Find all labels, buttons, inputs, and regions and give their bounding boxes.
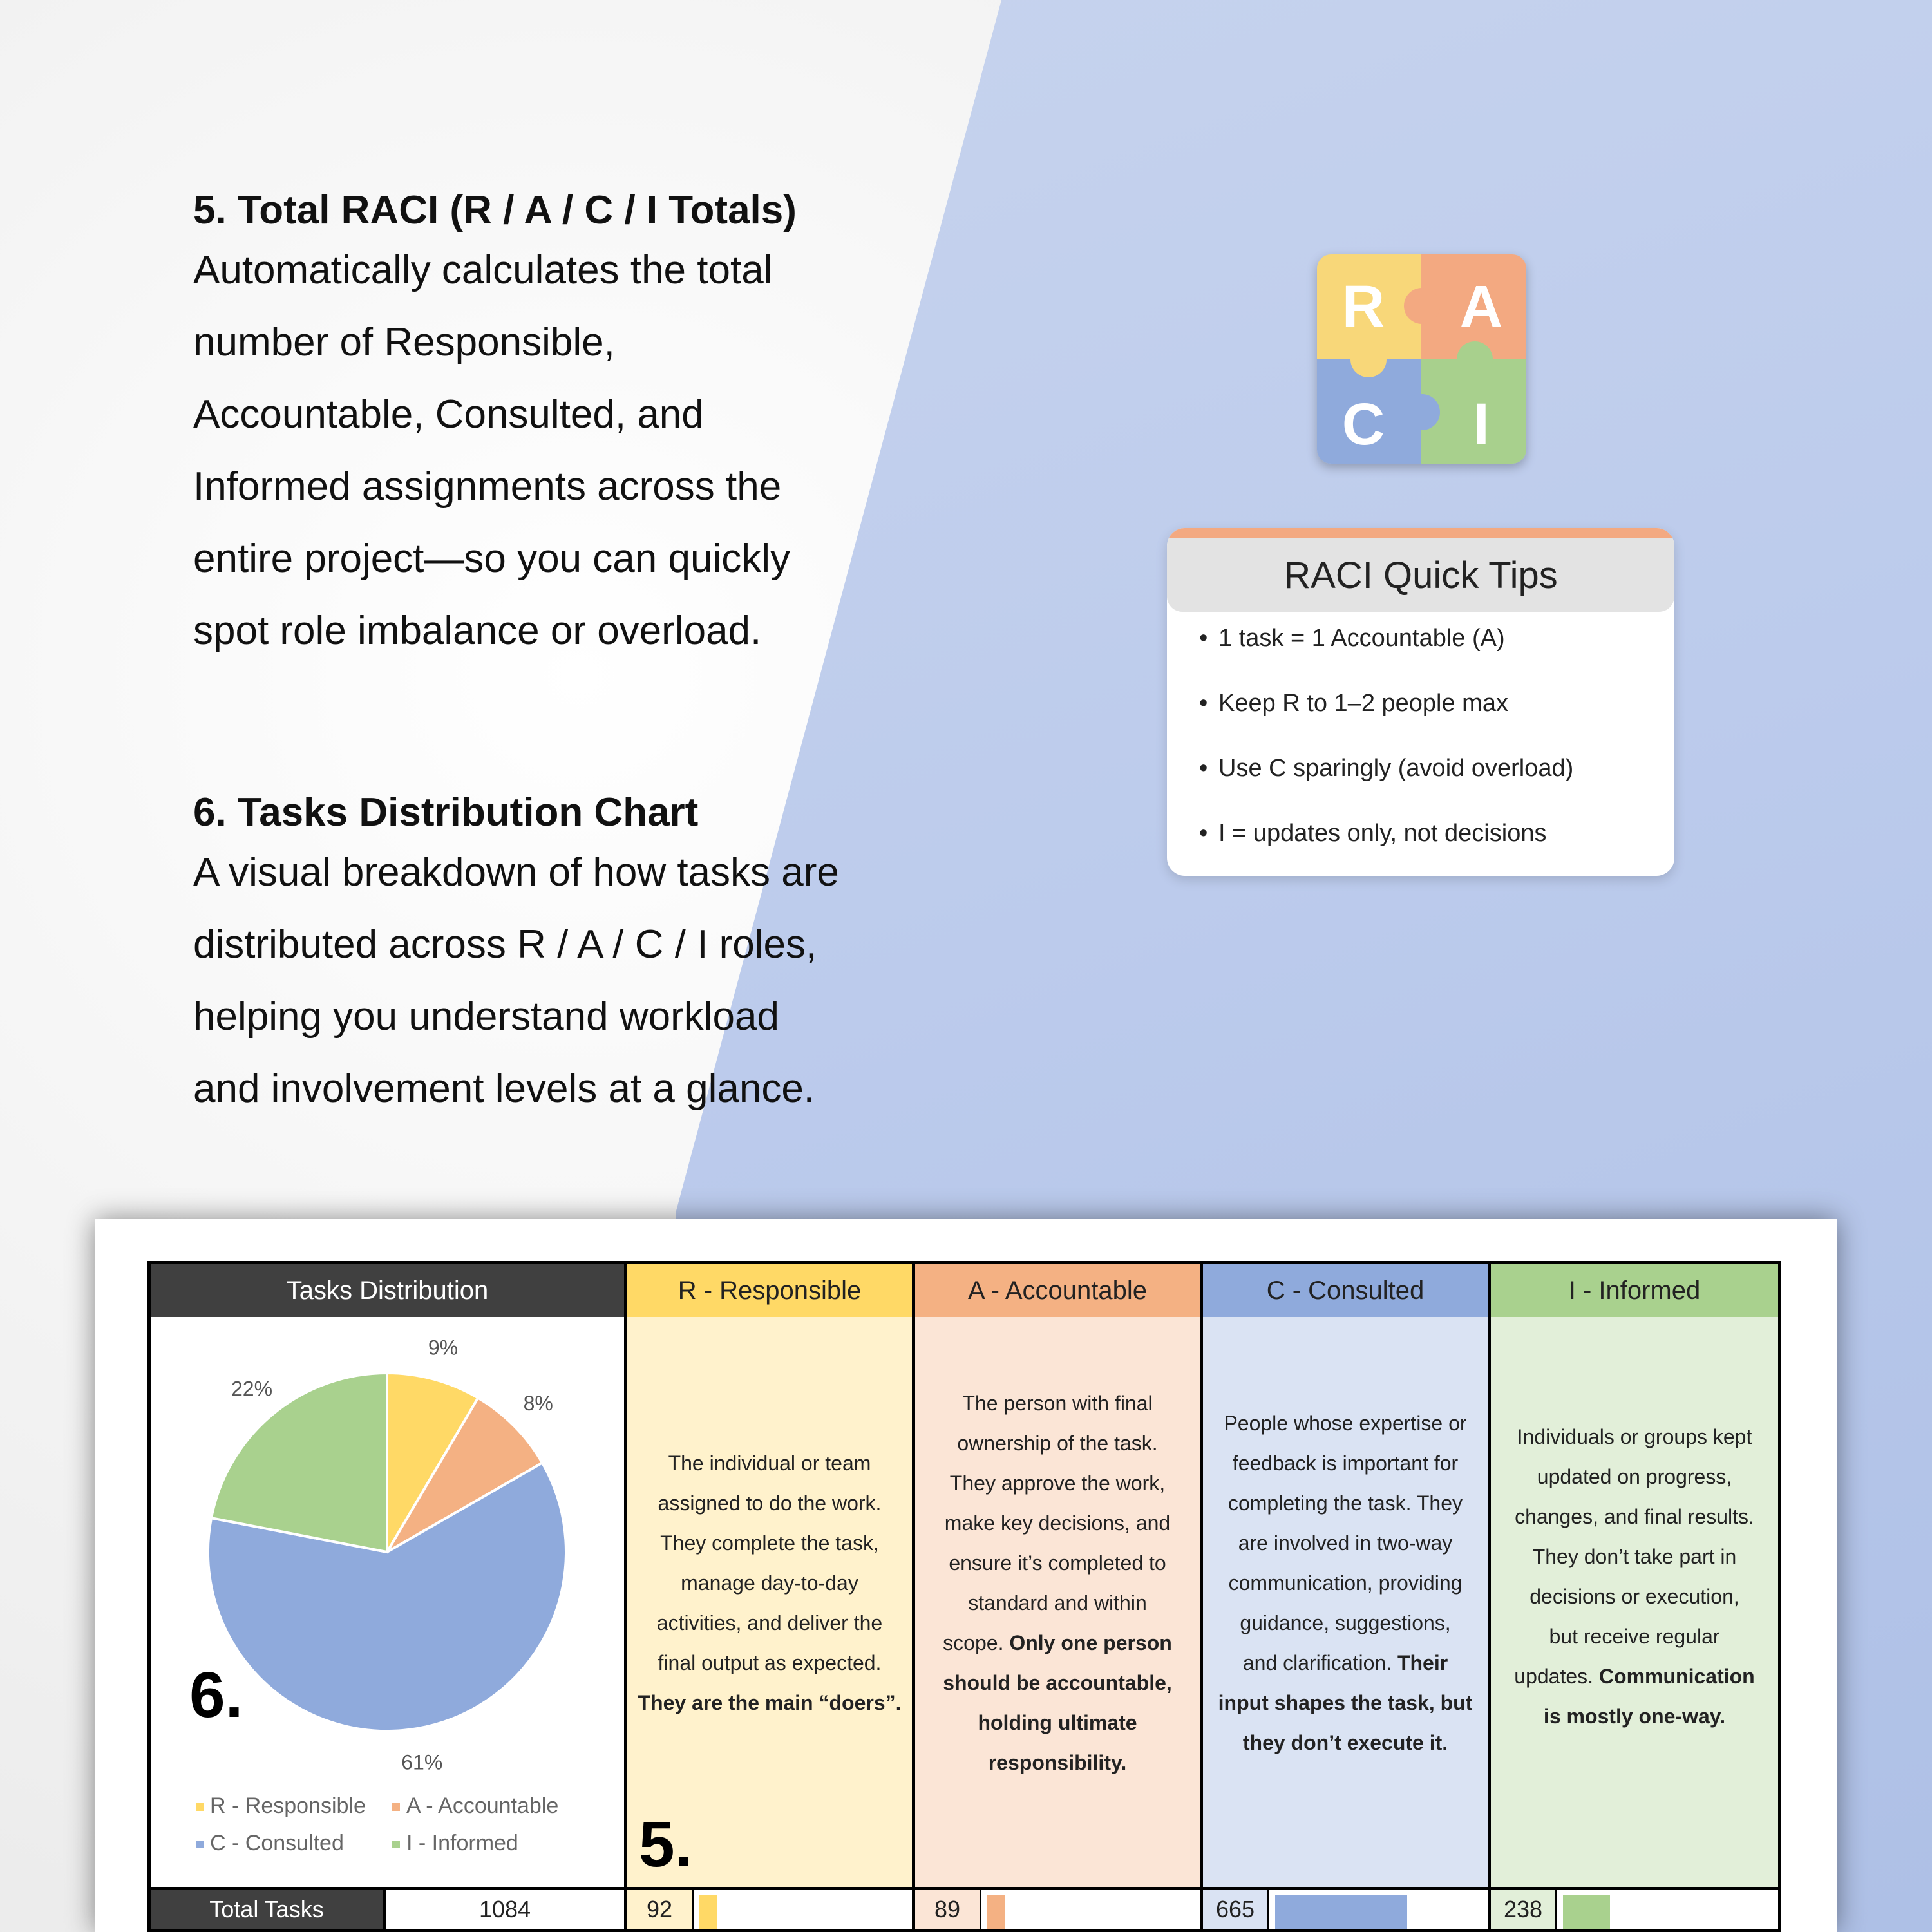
desc-line: People whose expertise or [1224,1411,1467,1435]
pie-percent-label: 9% [428,1336,459,1359]
raci-puzzle-logo [1317,254,1526,464]
quick-tip-item: • I = updates only, not decisions [1199,819,1674,876]
legend-label: A - Accountable [406,1794,559,1818]
desc-line: and clarification. [1242,1651,1392,1674]
header-informed: I - Informed [1488,1261,1781,1320]
section-6-line: helping you understand workload [193,994,779,1039]
desc-line: final output as expected. [658,1651,882,1674]
desc-line: updated on progress, [1537,1464,1732,1488]
desc-emphasis: responsibility. [988,1750,1127,1774]
desc-line: but receive regular [1549,1624,1720,1648]
header-accountable: A - Accountable [912,1261,1203,1320]
legend-label: I - Informed [406,1831,518,1855]
desc-emphasis: Communication [1598,1664,1755,1688]
header-consulted: C - Consulted [1200,1261,1491,1320]
desc-line: completing the task. They [1227,1491,1463,1515]
desc-line: are involved in two-way [1238,1531,1453,1555]
desc-line: manage day-to-day [681,1571,858,1595]
section-6-line: A visual breakdown of how tasks are [193,850,839,895]
consulted-total: 665 [1203,1890,1269,1929]
pie-percent-label: 61% [401,1750,443,1774]
accountable-description [939,1383,1176,1783]
section-5-line: Informed assignments across the [193,464,782,509]
consulted-description-cell [1200,1317,1491,1890]
logo-letter: C [1341,392,1385,457]
informed-total-bar [1563,1895,1610,1929]
pie-chart [151,1317,624,1819]
desc-line: changes, and final results. [1515,1504,1754,1528]
quick-tips-title: RACI Quick Tips [1283,554,1558,596]
section-5-line: Automatically calculates the total [193,248,773,293]
section-5-marker: 5. [639,1808,693,1880]
section-6-line: and involvement levels at a glance. [193,1066,815,1112]
legend-swatch [392,1803,400,1811]
legend-swatch [196,1803,204,1811]
accountable-total: 89 [915,1890,981,1929]
section-5-line: entire project—so you can quickly [193,536,791,582]
section-6-heading: 6. Tasks Distribution Chart [193,790,699,835]
desc-line: They don’t take part in [1532,1544,1737,1568]
section-5-heading: 5. Total RACI (R / A / C / I Totals) [193,188,797,232]
logo-letter: R [1341,274,1385,339]
section-6-line: distributed across R / A / C / I roles, [193,922,817,967]
desc-emphasis: is mostly one-way. [1543,1704,1726,1728]
responsible-description-cell [624,1317,915,1890]
responsible-description [634,1443,905,1723]
desc-line: The person with final [962,1391,1153,1415]
desc-line: guidance, suggestions, [1240,1611,1451,1634]
logo-knob [1404,394,1440,430]
accountable-description-cell [912,1317,1203,1890]
consulted-description [1215,1403,1477,1763]
desc-line: Individuals or groups kept [1517,1425,1752,1448]
informed-total-cell [1488,1887,1781,1932]
legend-item-c [196,1831,344,1856]
section-6-marker: 6. [189,1659,243,1731]
legend-item-a [392,1794,558,1819]
legend-swatch [196,1841,204,1848]
desc-emphasis: Only one person [1009,1631,1172,1654]
logo-knob [1457,341,1493,377]
desc-line: activities, and deliver the [656,1611,883,1634]
desc-line: They approve the work, [949,1471,1166,1495]
legend-label: R - Responsible [210,1794,366,1818]
header-responsible: R - Responsible [624,1261,915,1320]
desc-line: The individual or team [668,1451,871,1475]
quick-tip-item: • Keep R to 1–2 people max [1199,688,1674,753]
section-6-copy [193,789,998,1125]
desc-emphasis: Their [1397,1651,1448,1674]
section-5-line: number of Responsible, [193,320,615,365]
legend-swatch [392,1841,400,1848]
logo-knob [1404,288,1440,324]
header-tasks-distribution: Tasks Distribution [147,1261,627,1320]
informed-description [1510,1417,1758,1736]
chart-cell [147,1317,627,1890]
section-5-copy [193,187,966,667]
desc-line: decisions or execution, [1530,1584,1739,1608]
desc-line: ownership of the task. [957,1431,1158,1455]
responsible-total: 92 [627,1890,694,1929]
responsible-total-bar [699,1895,717,1929]
desc-line: updates. [1514,1664,1594,1688]
desc-line: They complete the task, [660,1531,879,1555]
desc-emphasis: should be accountable, [943,1671,1172,1694]
desc-line: make key decisions, and [944,1511,1171,1535]
legend-label: C - Consulted [210,1831,344,1855]
desc-line: standard and within [968,1591,1147,1615]
consulted-total-bar [1275,1895,1407,1929]
desc-line: scope. [943,1631,1004,1654]
responsible-total-cell [624,1887,915,1932]
quick-tips-list [1167,623,1674,876]
desc-line: ensure it’s completed to [949,1551,1166,1575]
logo-knob [1350,341,1387,377]
accountable-total-bar [987,1895,1005,1929]
quick-tip-item: • 1 task = 1 Accountable (A) [1199,623,1674,688]
quick-tips-card [1167,528,1674,876]
legend-item-r [196,1794,366,1819]
informed-total: 238 [1491,1890,1557,1929]
consulted-total-cell [1200,1887,1491,1932]
total-tasks-label: Total Tasks [147,1887,386,1932]
desc-line: communication, providing [1228,1571,1463,1595]
logo-letter: I [1473,392,1490,457]
spreadsheet-preview [95,1219,1837,1932]
desc-emphasis: holding ultimate [978,1710,1137,1734]
quick-tip-item: • Use C sparingly (avoid overload) [1199,753,1674,819]
accountable-total-cell [912,1887,1203,1932]
desc-emphasis: they don’t execute it. [1242,1730,1448,1754]
informed-description-cell [1488,1317,1781,1890]
desc-line: feedback is important for [1232,1451,1459,1475]
legend-item-i [392,1831,518,1856]
section-5-line: Accountable, Consulted, and [193,392,704,437]
section-5-line: spot role imbalance or overload. [193,609,762,654]
desc-line: assigned to do the work. [658,1491,882,1515]
pie-percent-label: 22% [231,1377,273,1401]
logo-letter: A [1459,274,1503,339]
pie-percent-label: 8% [523,1392,553,1416]
desc-emphasis: They are the main “doers”. [638,1690,902,1714]
quick-tips-header [1167,528,1674,612]
total-tasks-value: 1084 [383,1887,627,1932]
desc-emphasis: input shapes the task, but [1218,1690,1473,1714]
